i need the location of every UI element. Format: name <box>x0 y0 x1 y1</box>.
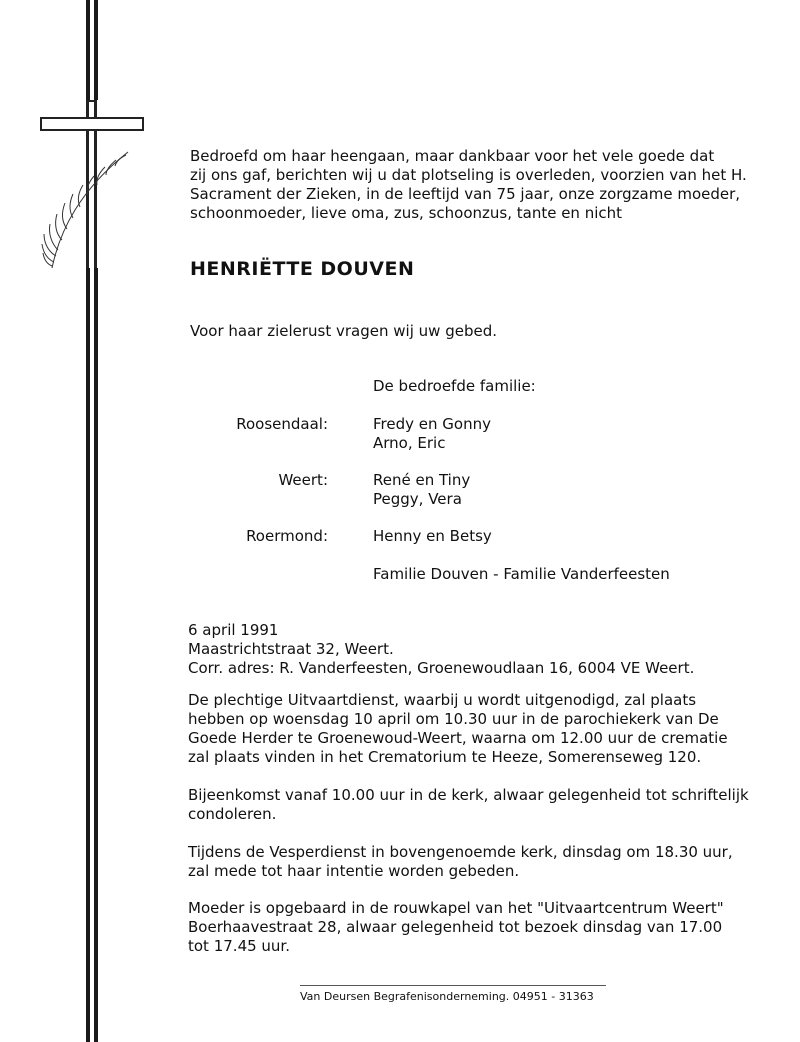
gathering-text <box>188 786 749 824</box>
funeral-service-text <box>188 691 728 767</box>
text-line: Corr. adres: R. Vanderfeesten, Groenewoudlaan 16, 6004 VE Weert. <box>188 659 695 677</box>
family-name-line: René en Tiny <box>373 471 471 489</box>
vespers-text <box>188 843 733 881</box>
text-line: Boerhaavestraat 28, alwaar gelegenheid tot bezoek dinsdag van 17.00 <box>188 918 723 936</box>
cross-with-palm-icon <box>0 0 160 290</box>
family-city: Roosendaal: <box>236 415 328 433</box>
extended-family: Familie Douven - Familie Vanderfeesten <box>373 565 670 583</box>
family-names <box>373 471 470 509</box>
text-line: schoonmoeder, lieve oma, zus, schoonzus, tante en nicht <box>190 204 623 222</box>
text-line: hebben op woensdag 10 april om 10.30 uur in de parochiekerk van De <box>188 710 719 728</box>
family-name-line: Fredy en Gonny <box>373 415 491 433</box>
text-line: Moeder is opgebaard in de rouwkapel van het "Uitvaartcentrum Weert" <box>188 899 724 917</box>
text-line: Tijdens de Vesperdienst in bovengenoemde kerk, dinsdag om 18.30 uur, <box>188 843 733 861</box>
text-line: zal plaats vinden in het Crematorium te Heeze, Somerenseweg 120. <box>188 748 702 766</box>
announcement-text <box>190 147 750 223</box>
text-line: Bedroefd om haar heengaan, maar dankbaar voor het vele goede dat <box>190 147 715 165</box>
text-line: condoleren. <box>188 805 277 823</box>
undertaker-footer: Van Deursen Begrafenisonderneming. 04951 - 31363 <box>300 990 594 1003</box>
text-line: Maastrichtstraat 32, Weert. <box>188 640 394 658</box>
text-line: 6 april 1991 <box>188 621 279 639</box>
family-name-line: Arno, Eric <box>373 434 446 452</box>
text-line: tot 17.45 uur. <box>188 937 290 955</box>
viewing-text <box>188 899 724 956</box>
text-line: Goede Herder te Groenewoud-Weert, waarna om 12.00 uur de crematie <box>188 729 728 747</box>
family-names <box>373 527 492 546</box>
prayer-request: Voor haar zielerust vragen wij uw gebed. <box>190 322 497 340</box>
family-heading: De bedroefde familie: <box>373 377 536 395</box>
text-line: Sacrament der Zieken, in de leeftijd van 75 jaar, onze zorgzame moeder, <box>190 185 741 203</box>
text-line: Bijeenkomst vanaf 10.00 uur in de kerk, alwaar gelegenheid tot schriftelijk <box>188 786 749 804</box>
family-city: Weert: <box>278 471 328 489</box>
text-line: De plechtige Uitvaartdienst, waarbij u wordt uitgenodigd, zal plaats <box>188 691 697 709</box>
text-line: zij ons gaf, berichten wij u dat plotseling is overleden, voorzien van het H. <box>190 166 747 184</box>
family-name-line: Henny en Betsy <box>373 527 492 545</box>
deceased-name: HENRIËTTE DOUVEN <box>190 258 415 280</box>
text-line: zal mede tot haar intentie worden gebeden. <box>188 862 520 880</box>
family-name-line: Peggy, Vera <box>373 490 462 508</box>
date-and-address <box>188 621 694 678</box>
family-city: Roermond: <box>246 527 328 545</box>
family-names <box>373 415 491 453</box>
footer-divider <box>300 985 606 986</box>
